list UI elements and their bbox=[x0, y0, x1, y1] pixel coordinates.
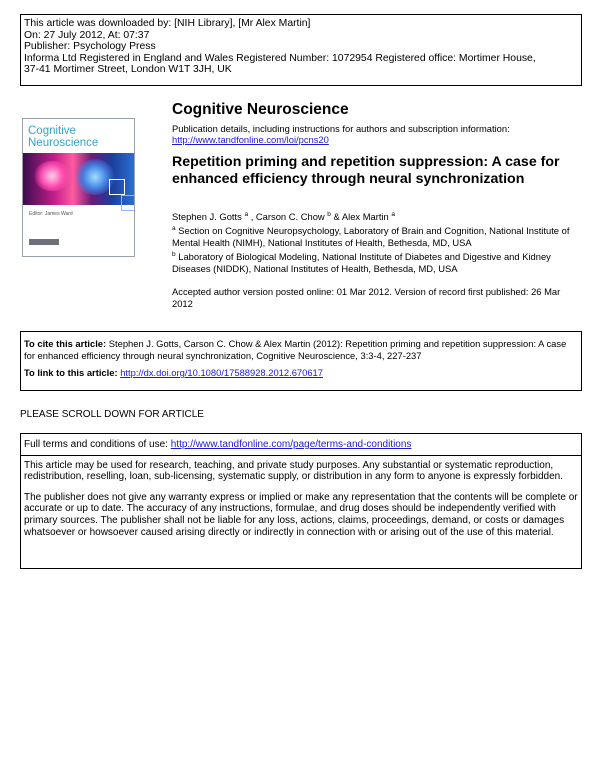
affiliation-a: $^a$ Section on Cognitive Neuropsychology, Laboratory of Brain and Cognition, National Institute of Mental Health (NIMH), National Institutes of Health, Bethesda, MD, USA bbox=[172, 224, 570, 248]
download-line-5: 37-41 Mortimer Street, London W1T 3JH, UK bbox=[24, 64, 232, 76]
doi-line bbox=[24, 367, 578, 379]
cover-artwork-square bbox=[121, 195, 135, 211]
citation-box bbox=[20, 331, 582, 391]
divider bbox=[21, 455, 581, 456]
download-line-4: Informa Ltd Registered in England and Wales Registered Number: 1072954 Registered office: Mortimer House, bbox=[24, 52, 536, 64]
cover-editor: Editor: James Ward bbox=[29, 211, 73, 217]
article-title: Repetition priming and repetition suppression: A case for enhanced efficiency through neural synchronization bbox=[172, 154, 560, 188]
terms-line bbox=[24, 439, 578, 451]
journal-link[interactable]: http://www.tandfonline.com/loi/pcns20 bbox=[172, 134, 329, 145]
author-separator: , bbox=[250, 211, 256, 222]
download-info-box bbox=[20, 14, 582, 86]
cover-artwork-blob bbox=[33, 161, 71, 191]
terms-label: Full terms and conditions of use: bbox=[24, 439, 171, 450]
terms-paragraph: This article may be used for research, teaching, and private study purposes. Any substantial or systematic reproduction, redistribution, reselling, loan, sub-licensing, systematic supply, or distribution in any form to anyone is expressly forbidden. bbox=[24, 459, 563, 483]
publication-details: Publication details, including instructions for authors and subscription information: bbox=[172, 123, 510, 134]
cover-title: Cognitive Neuroscience bbox=[28, 125, 99, 149]
doi-link[interactable]: http://dx.doi.org/10.1080/17588928.2012.670617 bbox=[120, 367, 323, 379]
citation-label: To cite this article: bbox=[24, 338, 109, 349]
download-line-1: This article was downloaded by: [NIH Library], [Mr Alex Martin] bbox=[24, 18, 311, 29]
terms-paragraph: The publisher does not give any warranty express or implied or make any representation that the contents will be complete or accurate or up to date. The accuracy of any instructions, formulae, and drug doses should be independently verified with primary sources. The publisher shall not be liable for any loss, actions, claims, proceedings, demand, or costs or damages whatsoever or howsoever caused arising directly or indirectly in connection with or arising out of the use of this material. bbox=[24, 491, 578, 538]
citation-text: To cite this article: Stephen J. Gotts, Carson C. Chow & Alex Martin (2012): Repetition priming and repetition suppression: A case for enhanced efficiency through neural synchronization, Cognitive Neuroscience, 3:3-4, 227-237 bbox=[24, 338, 567, 361]
author-name: Alex Martin bbox=[341, 211, 389, 222]
cover-artwork-square bbox=[109, 179, 125, 195]
terms-box bbox=[20, 433, 582, 569]
journal-title: Cognitive Neuroscience bbox=[172, 101, 349, 118]
download-line-2: On: 27 July 2012, At: 07:37 bbox=[24, 29, 150, 41]
scroll-notice: PLEASE SCROLL DOWN FOR ARTICLE bbox=[20, 409, 204, 420]
author-affiliation-mark: b bbox=[327, 210, 331, 218]
terms-link[interactable]: http://www.tandfonline.com/page/terms-and-conditions bbox=[170, 439, 412, 450]
author-name: Carson C. Chow bbox=[255, 211, 325, 222]
author-separator: & bbox=[333, 211, 342, 222]
author-affiliation-mark: a bbox=[244, 210, 249, 218]
affiliation-b: $^b$ Laboratory of Biological Modeling, National Institute of Diabetes and Digestive and Kidney Diseases (NIDDK), National Institutes of Health, Bethesda, MD, USA bbox=[172, 250, 551, 274]
publication-history: Accepted author version posted online: 01 Mar 2012. Version of record first published: 26 Mar 2012 bbox=[172, 286, 561, 309]
author-affiliation-mark: a bbox=[391, 210, 395, 218]
download-line-3: Publisher: Psychology Press bbox=[24, 41, 156, 53]
publisher-logo-icon bbox=[29, 239, 59, 245]
journal-cover-image bbox=[22, 118, 135, 257]
author-name: Stephen J. Gotts bbox=[172, 211, 242, 222]
author-list bbox=[172, 211, 395, 222]
doi-label: To link to this article: bbox=[24, 367, 121, 379]
